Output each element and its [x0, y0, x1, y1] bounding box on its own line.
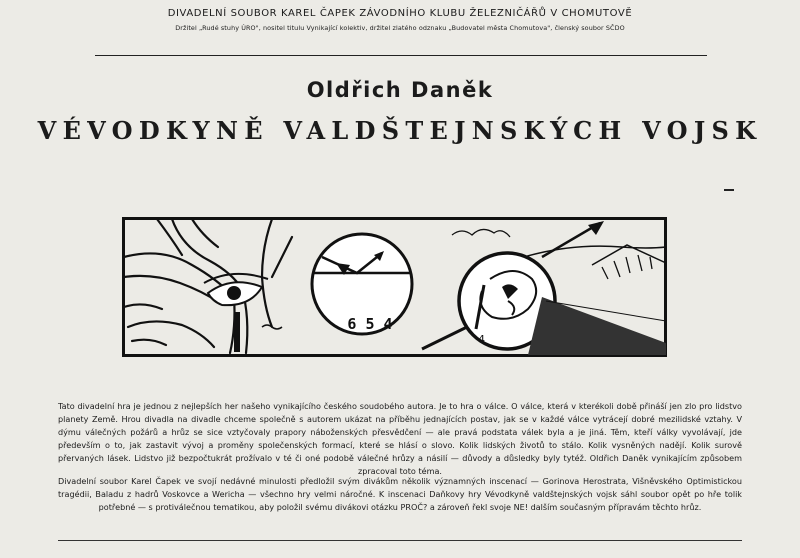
paragraph-about-play: Tato divadelní hra je jednou z nejlepších her našeho vynikajícího českého soudobého autora. Je to hra o válce. O válce, která v kterékoli době přináší jen zlo pro lidstvo planety Země. Hrou divadla na divadle chceme společně s autorem ukázat na příběhu jednajících postav, jak se v každé válce vytrácejí dobré mezilidské vztahy. V dýmu válečných požárů a hrůz se sice vztyčovaly prapory náboženských přesvědčení — ale pravá podstata válek byla a je jiná. Těm, kteří války vyvolávají, jde především o to, jak zastavit vývoj a proměny společenských formací, které se hlásí o slovo. Kolik lidských životů to stálo. Kolik vysněných nadějí. Kolik surově přervaných lásek. Lidstvo již bezpočtukrát prožívalo v té či oné podobě válečné hrůzy a násilí — důvody a důsledky byly tytéž. Oldřich Daněk vynikajícím způsobem zpracoval toto téma.	[58, 401, 742, 476]
decorative-dash	[724, 189, 734, 191]
header-divider	[95, 55, 707, 56]
footer-divider	[58, 540, 742, 541]
eye-drawing	[204, 274, 282, 352]
organization-heading: DIVADELNÍ SOUBOR KAREL ČAPEK ZÁVODNÍHO KLUBU ŽELEZNIČÁŘŮ V CHOMUTOVĚ	[167, 8, 633, 19]
poster-illustration	[122, 217, 668, 357]
paragraph-about-ensemble: Divadelní soubor Karel Čapek ve svojí nedávné minulosti předložil svým divákům několik významných inscenací — Gorinova Herostrata, Višněvského Optimistickou tragédii, Baladu z hadrů Voskovce a Wericha — všechno hry velmi náročné. K inscenaci Daňkovy hry Vévodkyně valdštejnských vojsk sáhl soubor opět po hře tolik potřebné — s protiválečnou tematikou, aby položil svému divákovi otázku PROČ? a zároveň řekl svoje NE! dalším současným přípravám těchto hrůz.	[58, 476, 742, 512]
play-title: VÉVODKYNĚ VALDŠTEJNSKÝCH VOJSK	[37, 116, 763, 145]
clock-drawing	[312, 234, 412, 334]
clock-numbers: 6 5 4	[347, 315, 393, 333]
tree-drawing	[124, 219, 292, 353]
author-name: Oldřich Daněk	[306, 78, 494, 102]
small-number: 4	[478, 333, 485, 346]
organization-credentials: Držitel „Rudé stuhy ÚRO", nositel titulu Vynikající kolektiv, držitel zlatého odznaku „Budovatel města Chomutova", členský soubor SČDO	[175, 24, 625, 32]
